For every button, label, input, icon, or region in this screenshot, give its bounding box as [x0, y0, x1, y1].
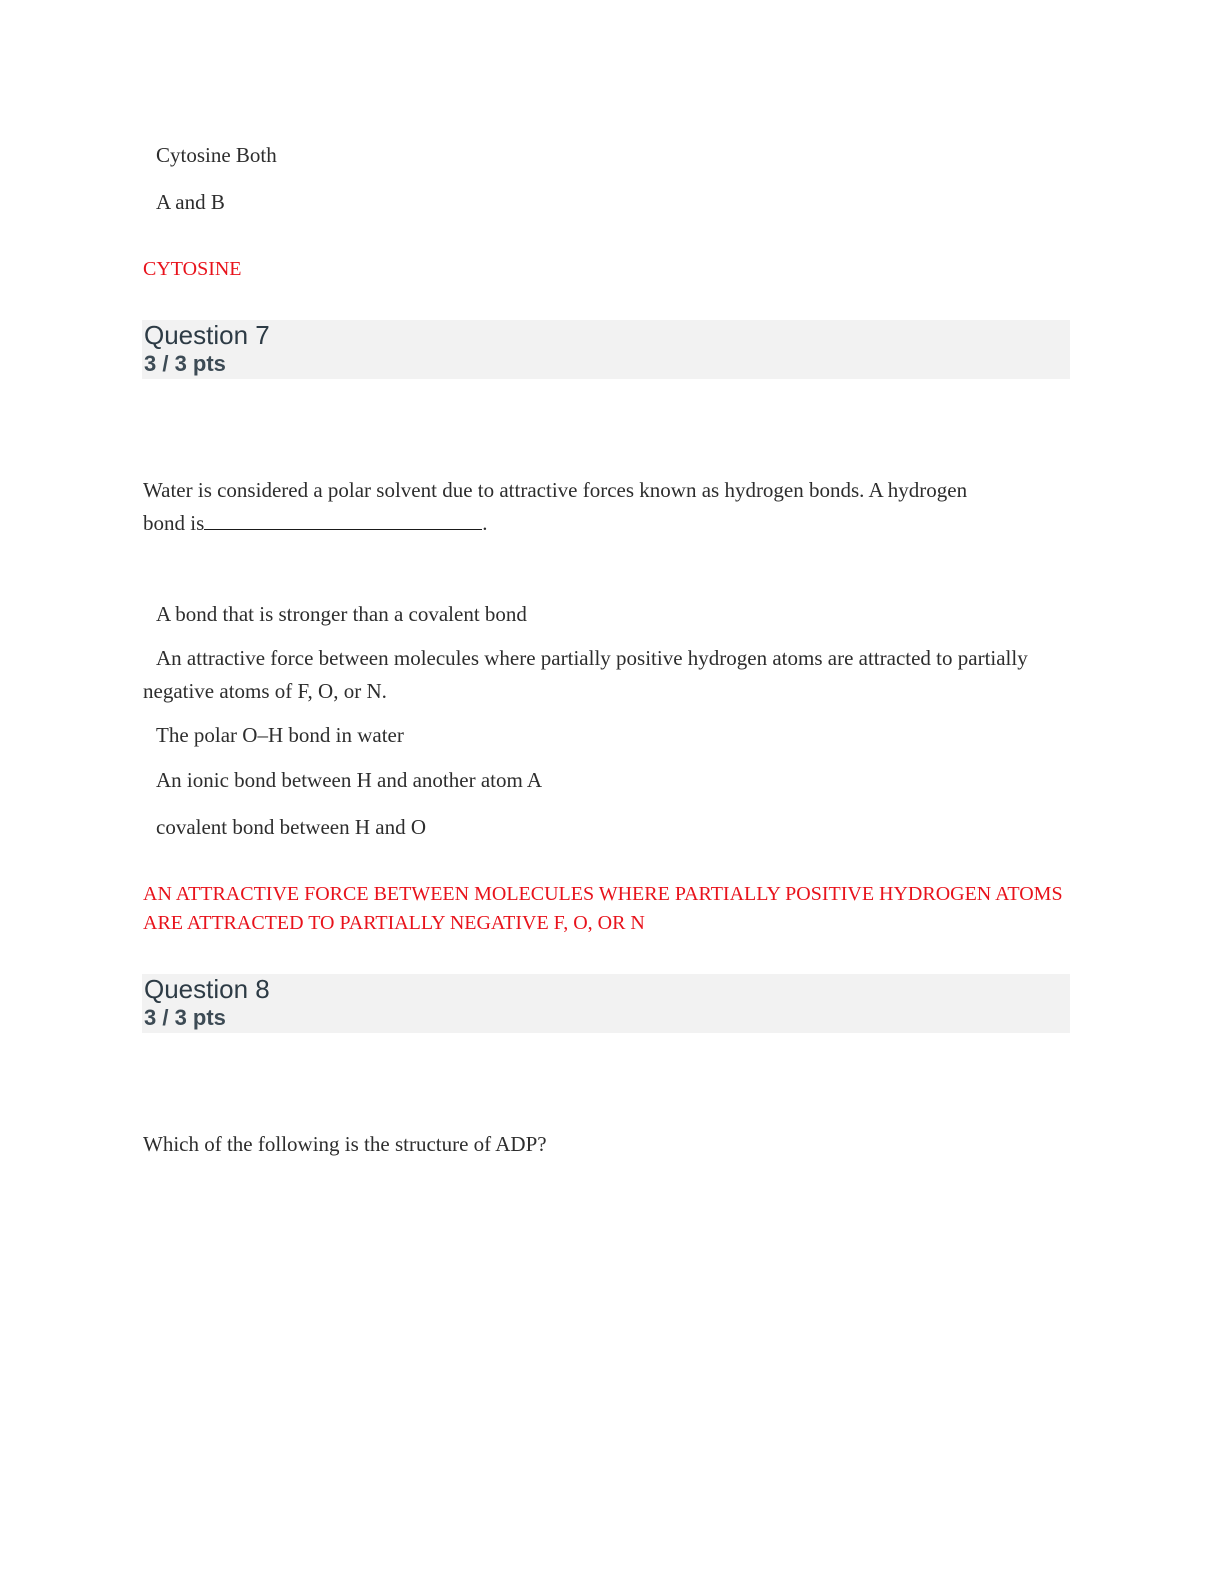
option-a-and-b[interactable]: A and B [156, 190, 225, 214]
answer-text: AN ATTRACTIVE FORCE BETWEEN MOLECULES WHERE PARTIALLY POSITIVE HYDROGEN ATOMS [143, 883, 1063, 905]
question-points: 3 / 3 pts [144, 351, 226, 376]
answer-option[interactable]: The polar O–H bond in water [156, 723, 404, 747]
answer-option[interactable]: An attractive force between molecules where partially positive hydrogen atoms are attracted to partially [156, 646, 1028, 670]
answer-option[interactable]: A bond that is stronger than a covalent bond [156, 602, 527, 626]
question-header [142, 974, 1070, 1033]
question-header [142, 320, 1070, 379]
prompt-text: . [482, 511, 488, 535]
question-prompt: Which of the following is the structure of ADP? [143, 1132, 547, 1156]
answer-text: ARE ATTRACTED TO PARTIALLY NEGATIVE F, O, OR N [143, 912, 645, 934]
fill-in-blank [204, 507, 482, 530]
answer-option[interactable]: covalent bond between H and O [156, 815, 426, 839]
answer-option-continuation[interactable]: negative atoms of F, O, or N. [143, 679, 387, 703]
option-cytosine-both[interactable]: Cytosine Both [156, 143, 277, 167]
question-title: Question 8 [144, 974, 270, 1004]
answer-text: CYTOSINE [143, 258, 242, 280]
question-points: 3 / 3 pts [144, 1005, 226, 1030]
prompt-text: bond is [143, 511, 205, 535]
question-title: Question 7 [144, 320, 270, 350]
prompt-line: Water is considered a polar solvent due to attractive forces known as hydrogen bonds. A hydrogen [143, 478, 968, 502]
answer-option[interactable]: An ionic bond between H and another atom A [156, 768, 543, 792]
prompt-line [143, 507, 967, 540]
question-prompt [143, 474, 967, 540]
